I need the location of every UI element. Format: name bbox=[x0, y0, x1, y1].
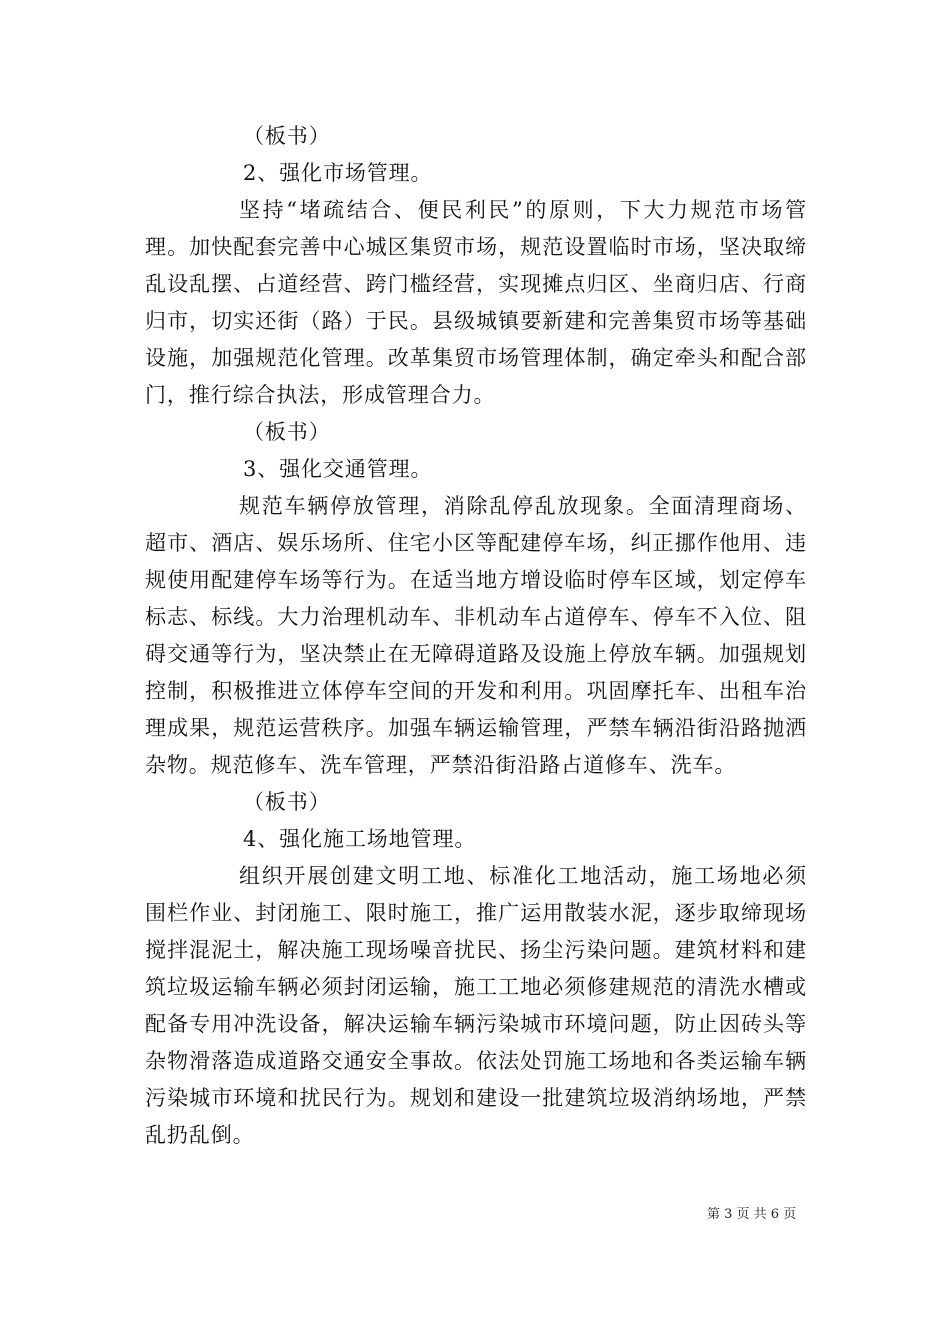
section-heading: 3、强化交通管理。 bbox=[243, 457, 433, 481]
note-label: （板书） bbox=[243, 124, 331, 148]
document-page bbox=[145, 118, 807, 1154]
page-number-footer: 第 3 页 共 6 页 bbox=[707, 1207, 797, 1222]
section-paragraph: 组织开展创建文明工地、标准化工地活动，施工场地必须围栏作业、封闭施工、限时施工，推广运用散装水泥，逐步取缔现场搅拌混泥土，解决施工现场噪音扰民、扬尘污染问题。建筑材料和建筑垃圾运输车辆必须封闭运输，施工工地必须修建规范的清洗水槽或配备专用冲洗设备，解决运输车辆污染城市环境问题，防止因砖头等杂物滑落造成道路交通安全事故。依法处罚施工场地和各类运输车辆污染城市环境和扰民行为。规划和建设一批建筑垃圾消纳场地，严禁乱扔乱倒。 bbox=[145, 864, 807, 1147]
note-label: （板书） bbox=[243, 420, 331, 444]
section-paragraph: 坚持“堵疏结合、便民利民”的原则，下大力规范市场管理。加快配套完善中心城区集贸市场，规范设置临时市场，坚决取缔乱设乱摆、占道经营、跨门槛经营，实现摊点归区、坐商归店、行商归市，切实还街（路）于民。县级城镇要新建和完善集贸市场等基础设施，加强规范化管理。改革集贸市场管理体制，确定牵头和配合部门，推行综合执法，形成管理合力。 bbox=[145, 198, 807, 407]
section-heading: 4、强化施工场地管理。 bbox=[243, 827, 477, 851]
section-paragraph: 规范车辆停放管理，消除乱停乱放现象。全面清理商场、超市、酒店、娱乐场所、住宅小区等配建停车场，纠正挪作他用、违规使用配建停车场等行为。在适当地方增设临时停车区域，划定停车标志、标线。大力治理机动车、非机动车占道停车、停车不入位、阻碍交通等行为，坚决禁止在无障碍道路及设施上停放车辆。加强规划控制，积极推进立体停车空间的开发和利用。巩固摩托车、出租车治理成果，规范运营秩序。加强车辆运输管理，严禁车辆沿街沿路抛洒杂物。规范修车、洗车管理，严禁沿街沿路占道修车、洗车。 bbox=[145, 494, 807, 777]
section-heading: 2、强化市场管理。 bbox=[243, 161, 433, 185]
note-label: （板书） bbox=[243, 790, 331, 814]
